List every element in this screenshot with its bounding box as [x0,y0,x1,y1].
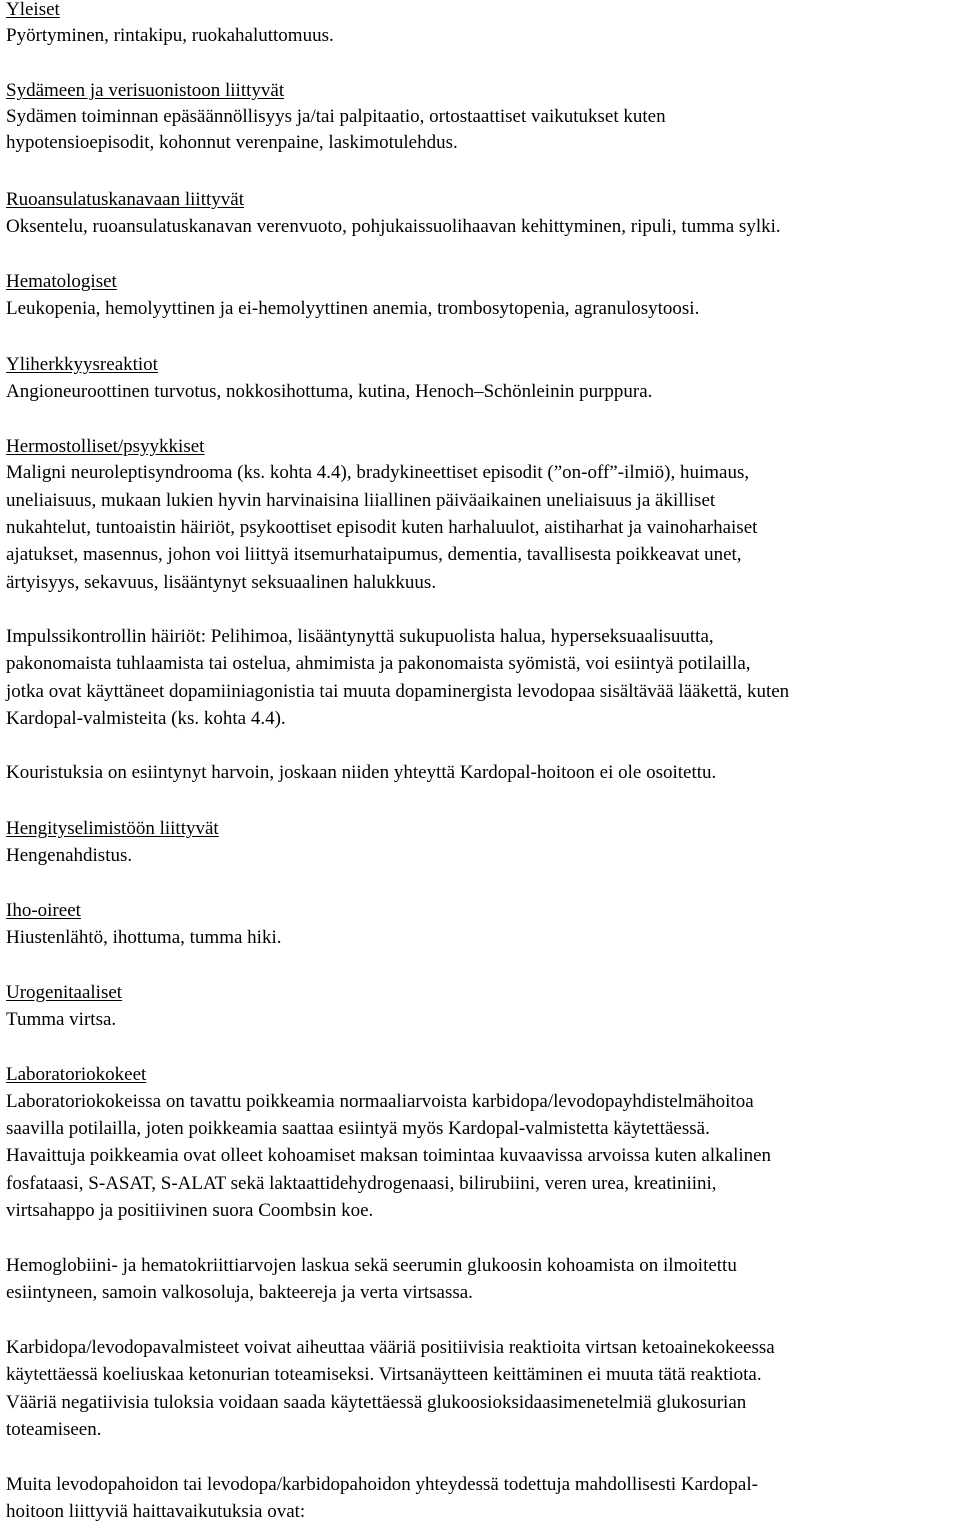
section-text-laboratorio-4: fosfataasi, S-ASAT, S-ALAT sekä laktaattidehydrogenaasi, bilirubiini, veren urea, kreatiniini, [6,1173,717,1194]
section-text-yleiset: Pyörtyminen, rintakipu, ruokahaluttomuus. [6,25,334,46]
paragraph-hemoglobiini-2: esiintyneen, samoin valkosoluja, bakteereja ja verta virtsassa. [6,1282,473,1303]
paragraph-impulssikontrolli-1: Impulssikontrollin häiriöt: Pelihimoa, lisääntynyttä sukupuolista halua, hyperseksuaalisuutta, [6,626,714,647]
paragraph-karbidopa-2: käytettäessä koeliuskaa ketonurian toteamiseksi. Virtsanäytteen keittäminen ei muuta tätä reaktiota. [6,1364,762,1385]
section-text-hermostolliset-3: nukahtelut, tuntoaistin häiriöt, psykoottiset episodit kuten harhaluulot, aistiharhat ja vainoharhaiset [6,517,758,538]
section-text-hematologiset: Leukopenia, hemolyyttinen ja ei-hemolyyttinen anemia, trombosytopenia, agranulosytoosi. [6,298,700,319]
section-text-hermostolliset-5: ärtyisyys, sekavuus, lisääntynyt seksuaalinen halukkuus. [6,572,437,593]
section-heading-hengitys: Hengityselimistöön liittyvät [6,818,219,839]
paragraph-muita-2: hoitoon liittyviä haittavaikutuksia ovat: [6,1501,306,1522]
section-heading-laboratorio: Laboratoriokokeet [6,1064,147,1085]
section-heading-yliherkkyys: Yliherkkyysreaktiot [6,354,158,375]
paragraph-impulssikontrolli-2: pakonomaista tuhlaamista tai ostelua, ahmimista ja pakonomaista syömistä, voi esiintyä potilailla, [6,653,751,674]
paragraph-hemoglobiini-1: Hemoglobiini- ja hematokriittiarvojen laskua sekä seerumin glukoosin kohoamista on ilmoitettu [6,1255,737,1276]
paragraph-impulssikontrolli-3: jotka ovat käyttäneet dopamiiniagonistia tai muuta dopaminergista levodopaa sisältävää lääkettä, kuten [6,681,790,702]
paragraph-muita-1: Muita levodopahoidon tai levodopa/karbidopahoidon yhteydessä todettuja mahdollisesti Kardopal- [6,1474,758,1495]
section-heading-hematologiset: Hematologiset [6,271,117,292]
section-text-yliherkkyys: Angioneuroottinen turvotus, nokkosihottuma, kutina, Henoch–Schönleinin purppura. [6,381,653,402]
section-text-sydan-1: Sydämen toiminnan epäsäännöllisyys ja/tai palpitaatio, ortostaattiset vaikutukset kuten [6,106,666,127]
section-text-laboratorio-2: saavilla potilailla, joten poikkeamia saattaa esiintyä myös Kardopal-valmistetta käytettäessä. [6,1118,710,1139]
section-text-hermostolliset-4: ajatukset, masennus, johon voi liittyä itsemurhataipumus, dementia, tavallisesta poikkeavat unet, [6,544,742,565]
section-text-hengitys: Hengenahdistus. [6,845,133,866]
section-text-laboratorio-5: virtsahappo ja positiivinen suora Coombsin koe. [6,1200,374,1221]
paragraph-impulssikontrolli-4: Kardopal-valmisteita (ks. kohta 4.4). [6,708,286,729]
section-text-hermostolliset-1: Maligni neuroleptisyndrooma (ks. kohta 4.4), bradykineettiset episodit (”on-off”-ilmiö), huimaus, [6,462,750,483]
section-text-iho: Hiustenlähtö, ihottuma, tumma hiki. [6,927,282,948]
section-text-ruoansulatus: Oksentelu, ruoansulatuskanavan verenvuoto, pohjukaissuolihaavan kehittyminen, ripuli, tumma sylki. [6,216,781,237]
section-text-hermostolliset-2: uneliaisuus, mukaan lukien hyvin harvinaisina liiallinen päiväaikainen uneliaisuus ja äkilliset [6,490,716,511]
section-heading-yleiset: Yleiset [6,0,60,20]
paragraph-karbidopa-4: toteamiseen. [6,1419,102,1440]
section-text-urogenitaaliset: Tumma virtsa. [6,1009,117,1030]
section-heading-sydan: Sydämeen ja verisuonistoon liittyvät [6,80,285,101]
section-text-laboratorio-3: Havaittuja poikkeamia ovat olleet kohoamiset maksan toimintaa kuvaavissa arvoissa kuten alkalinen [6,1145,772,1166]
paragraph-karbidopa-3: Vääriä negatiivisia tuloksia voidaan saada käytettäessä glukoosioksidaasimenetelmiä glukosurian [6,1392,747,1413]
paragraph-kouristuksia: Kouristuksia on esiintynyt harvoin, joskaan niiden yhteyttä Kardopal-hoitoon ei ole osoitettu. [6,762,717,783]
section-heading-hermostolliset: Hermostolliset/psyykkiset [6,436,205,457]
section-heading-iho: Iho-oireet [6,900,81,921]
paragraph-karbidopa-1: Karbidopa/levodopavalmisteet voivat aiheuttaa vääriä positiivisia reaktioita virtsan ketoainekokeessa [6,1337,775,1358]
section-heading-urogenitaaliset: Urogenitaaliset [6,982,123,1003]
section-heading-ruoansulatus: Ruoansulatuskanavaan liittyvät [6,189,244,210]
section-text-laboratorio-1: Laboratoriokokeissa on tavattu poikkeamia normaaliarvoista karbidopa/levodopayhdistelmähoitoa [6,1091,754,1112]
section-text-sydan-2: hypotensioepisodit, kohonnut verenpaine, laskimotulehdus. [6,132,458,153]
